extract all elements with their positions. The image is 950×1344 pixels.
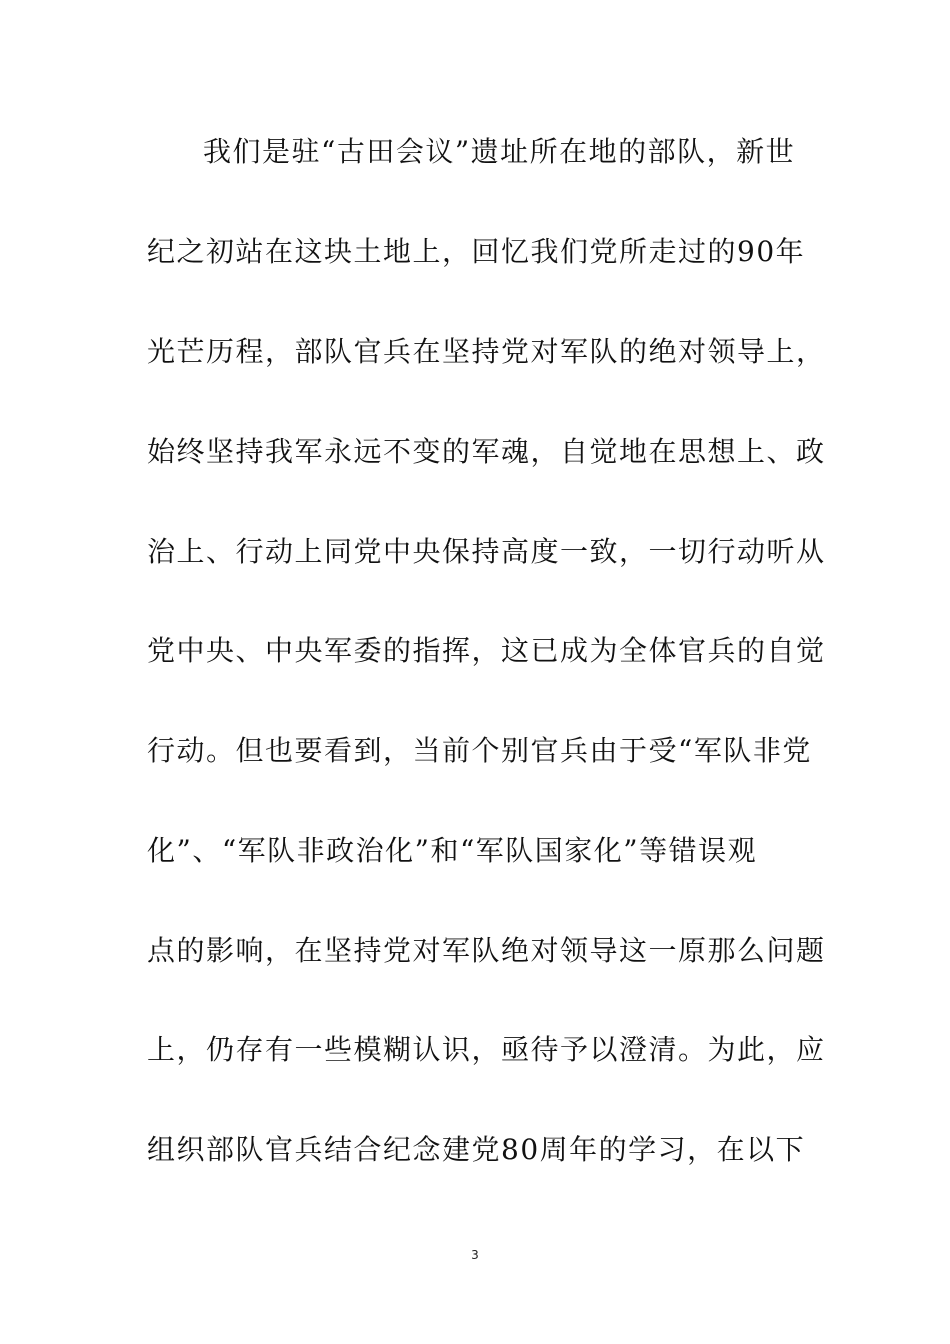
text-line: 光芒历程，部队官兵在坚持党对军队的绝对领导上， — [147, 335, 826, 368]
text-line: 纪之初站在这块土地上，回忆我们党所走过的90年 — [147, 235, 806, 268]
text-line: 治上、行动上同党中央保持高度一致，一切行动听从 — [147, 535, 826, 568]
text-line: 党中央、中央军委的指挥，这已成为全体官兵的自觉 — [147, 634, 826, 667]
text-line: 组织部队官兵结合纪念建党80周年的学习，在以下 — [147, 1133, 806, 1166]
text-line: 化”、“军队非政治化”和“军队国家化”等错误观 — [147, 834, 758, 867]
text-line: 上，仍存有一些模糊认识，亟待予以澄清。为此，应 — [147, 1033, 826, 1066]
text-line: 点的影响，在坚持党对军队绝对领导这一原那么问题 — [147, 934, 826, 967]
text-line: 我们是驻“古田会议”遗址所在地的部队，新世 — [203, 135, 796, 168]
page-number: 3 — [471, 1248, 479, 1262]
text-line: 始终坚持我军永远不变的军魂，自觉地在思想上、政 — [147, 435, 826, 468]
text-line: 行动。但也要看到，当前个别官兵由于受“军队非党 — [147, 734, 812, 767]
